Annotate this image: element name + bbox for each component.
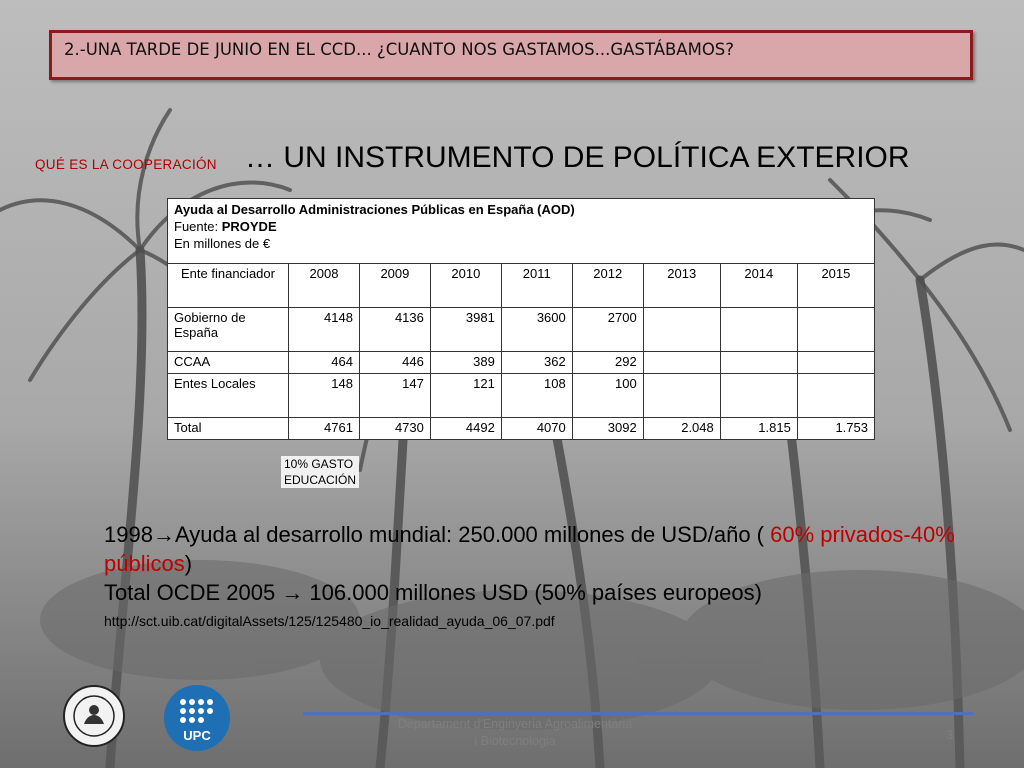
- header-cell: 2009: [359, 264, 430, 308]
- table-cell: 148: [289, 374, 360, 418]
- upc-logo: [163, 684, 231, 752]
- header-cell: 2012: [572, 264, 643, 308]
- footer-divider: [303, 712, 973, 715]
- aid-text: Ayuda al desarrollo mundial: 250.000 millones de USD/año (: [174, 522, 765, 547]
- caption-source: PROYDE: [221, 219, 277, 234]
- note-line: 10% GASTO: [284, 457, 354, 471]
- header-cell: Ente financiador: [168, 264, 289, 308]
- body-text: [104, 520, 984, 607]
- note-line: EDUCACIÓN: [284, 473, 357, 487]
- table-cell: [720, 374, 797, 418]
- paren-close: ): [184, 551, 193, 576]
- table-cell: 389: [430, 352, 501, 374]
- page-number: 3: [946, 727, 954, 742]
- arrow-icon: →: [281, 580, 304, 605]
- header-cell: 2010: [430, 264, 501, 308]
- table-cell: [720, 352, 797, 374]
- table-cell: 4148: [289, 308, 360, 352]
- table-cell: 1.753: [797, 418, 874, 440]
- table-cell: 446: [359, 352, 430, 374]
- table-cell: [797, 352, 874, 374]
- table-cell: [797, 308, 874, 352]
- department-footer: [355, 716, 675, 750]
- ocde-value-text: 106.000 millones USD (50% países europeos): [303, 580, 762, 605]
- table-cell: 3092: [572, 418, 643, 440]
- table-cell: 362: [501, 352, 572, 374]
- row-label: Total: [168, 418, 289, 440]
- table-cell: [797, 374, 874, 418]
- table-cell: 108: [501, 374, 572, 418]
- subtitle-main: … UN INSTRUMENTO DE POLÍTICA EXTERIOR: [245, 141, 910, 174]
- table-cell: 4136: [359, 308, 430, 352]
- table-cell: 464: [289, 352, 360, 374]
- table-row: [168, 308, 875, 352]
- caption-title: Ayuda al Desarrollo Administraciones Públicas en España (AOD): [174, 202, 575, 217]
- header-cell: 2014: [720, 264, 797, 308]
- dept-line-1: Departament d'Enginyeria Agroalimentària: [397, 717, 633, 731]
- header-cell: 2011: [501, 264, 572, 308]
- table-cell: 100: [572, 374, 643, 418]
- row-label: Gobierno de España: [168, 308, 289, 352]
- header-cell: 2008: [289, 264, 360, 308]
- table-cell: 2700: [572, 308, 643, 352]
- table-row-total: [168, 418, 875, 440]
- arrow-icon: →: [152, 522, 175, 547]
- school-seal-logo: [62, 684, 126, 748]
- table-cell: [643, 308, 720, 352]
- table-row: [168, 374, 875, 418]
- table-cell: 1.815: [720, 418, 797, 440]
- header-cell: 2015: [797, 264, 874, 308]
- table-cell: [643, 352, 720, 374]
- table-cell: [720, 308, 797, 352]
- table-cell: 4492: [430, 418, 501, 440]
- table-cell: 292: [572, 352, 643, 374]
- table-cell: 2.048: [643, 418, 720, 440]
- table-cell: 4070: [501, 418, 572, 440]
- table-caption-row: [168, 199, 875, 264]
- table-cell: 3981: [430, 308, 501, 352]
- table-cell: [643, 374, 720, 418]
- caption-source-label: Fuente:: [174, 219, 219, 234]
- body-line-1: [104, 520, 984, 578]
- row-label: CCAA: [168, 352, 289, 374]
- ocde-text: Total OCDE 2005: [104, 580, 282, 605]
- source-link[interactable]: http://sct.uib.cat/digitalAssets/125/125480_io_realidad_ayuda_06_07.pdf: [104, 613, 555, 629]
- table-row: [168, 352, 875, 374]
- table-cell: 4761: [289, 418, 360, 440]
- upc-logo-text: UPC: [183, 728, 211, 743]
- body-line-2: [104, 578, 984, 607]
- aod-table: [167, 198, 875, 440]
- row-label: Entes Locales: [168, 374, 289, 418]
- table-header-row: [168, 264, 875, 308]
- education-note: [281, 456, 359, 488]
- subtitle-red-label: QUÉ ES LA COOPERACIÓN: [35, 157, 217, 172]
- table-cell: 3600: [501, 308, 572, 352]
- private-public-split: 60% privados-40% públicos: [104, 522, 955, 576]
- table-cell: 4730: [359, 418, 430, 440]
- header-cell: 2013: [643, 264, 720, 308]
- table-cell: 121: [430, 374, 501, 418]
- table-caption: [168, 199, 875, 264]
- year-text: 1998: [104, 522, 153, 547]
- dept-line-2: i Biotecnologia: [474, 734, 556, 748]
- table-cell: 147: [359, 374, 430, 418]
- caption-units: En millones de €: [174, 236, 271, 251]
- slide-title: 2.-UNA TARDE DE JUNIO EN EL CCD... ¿CUANTO NOS GASTAMOS...GASTÁBAMOS?: [64, 40, 735, 59]
